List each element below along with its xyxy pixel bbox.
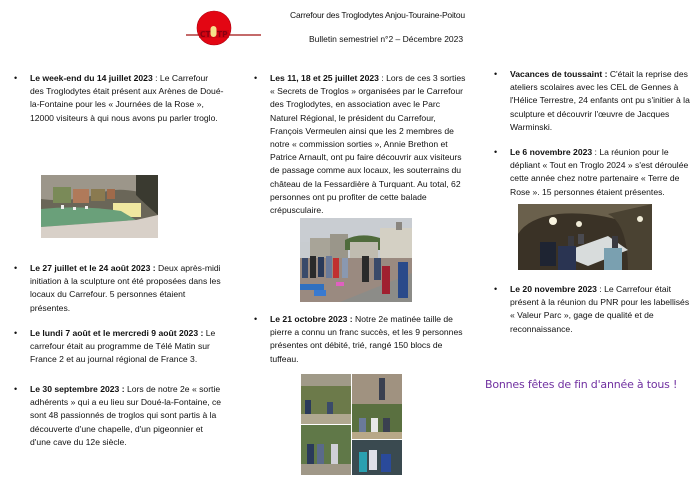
- newsletter-title: Carrefour des Troglodytes Anjou-Touraine-Poitou: [290, 10, 465, 20]
- column-3: [492, 68, 692, 199]
- news-item: [14, 72, 224, 125]
- bullet-icon: •: [14, 73, 18, 83]
- column-2: [252, 72, 470, 217]
- column-1-lower: [12, 262, 224, 366]
- bullet-icon: •: [14, 327, 18, 338]
- news-item: [254, 72, 470, 217]
- news-date: Les 11, 18 et 25 juillet 2023: [270, 73, 379, 83]
- news-text: Deux après-midi initiation à la sculpture ont été proposées dans les locaux du Carrefour. 5 personnes étaient présentes.: [30, 263, 221, 313]
- column-1-bottom: [12, 383, 224, 449]
- news-item: [254, 313, 470, 366]
- bullet-icon: •: [14, 384, 18, 394]
- news-date: Le 27 juillet et le 24 août 2023 :: [30, 263, 156, 273]
- svg-text:TP: TP: [217, 30, 228, 39]
- news-item: [494, 68, 692, 134]
- news-date: Le 20 novembre 2023: [510, 284, 597, 294]
- season-greeting: Bonnes fêtes de fin d'année à tous !: [485, 378, 678, 391]
- bullet-icon: •: [254, 314, 258, 324]
- news-date: Le lundi 7 août et le mercredi 9 août 2023 :: [30, 327, 204, 338]
- column-1: [12, 72, 224, 125]
- news-item: [494, 283, 692, 336]
- logo: [186, 10, 266, 46]
- news-text: Notre 2e matinée taille de pierre a connu un franc succès, et les 9 personnes présentes ont débité, trié, rangé 150 blocs de tuffeau.: [270, 314, 463, 364]
- news-item: [14, 383, 224, 449]
- news-text: Lors de notre 2e « sortie adhérents » qui a eu lieu sur Doué-la-Fontaine, ce sont 48 passionnés de troglos qui sont partis à la découverte d'une chapelle, d'un pigeonnier et d'une cave du 12e siècle.: [30, 384, 222, 447]
- news-date: Vacances de toussaint :: [510, 69, 608, 79]
- svg-text:CT: CT: [200, 30, 211, 39]
- news-date: Le 21 octobre 2023 :: [270, 314, 353, 324]
- photo-meeting-in-cave: [518, 204, 652, 270]
- news-text: : Le Carrefour était présent à la réunion du PNR pour les labellisés « Valeur Parc », gage de qualité et de reconnaissance.: [510, 284, 690, 334]
- column-3-lower: [492, 283, 692, 336]
- bullet-icon: •: [254, 73, 258, 83]
- news-text: : Le Carrefour des Troglodytes était présent aux Arènes de Doué-la-Fontaine pour les « Journées de la Rose », 12000 visiteurs à qui nous avons pu parler troglo.: [30, 73, 224, 123]
- photo-group-visit-chateau: [300, 218, 412, 302]
- bullet-icon: •: [494, 284, 498, 294]
- news-item: [14, 262, 224, 315]
- news-date: Le week-end du 14 juillet 2023: [30, 73, 153, 83]
- news-item: [494, 146, 692, 199]
- news-text: Le carrefour était au programme de Télé Matin sur France 2 et au journal régional de France 3.: [30, 327, 216, 365]
- news-date: Le 30 septembre 2023 :: [30, 384, 125, 394]
- news-item: [14, 327, 224, 367]
- news-text: : La réunion pour le dépliant « Tout en Troglo 2024 » s'est déroulée cette année chez notre partenaire « Terre de Rose ». 15 personnes étaient présentes.: [510, 147, 689, 197]
- column-2-lower: [252, 313, 470, 366]
- bullet-icon: •: [494, 69, 498, 79]
- photo-roses-cave-exhibition: [41, 175, 158, 238]
- newsletter-subtitle: Bulletin semestriel n°2 – Décembre 2023: [309, 34, 464, 44]
- bullet-icon: •: [494, 147, 498, 158]
- photo-stone-cutting-collage: [301, 374, 402, 475]
- news-text: : Lors de ces 3 sorties « Secrets de Troglos » organisées par le Carrefour des Troglodytes, en association avec le Parc Naturel Régional, le président du Carrefour, François Vermeulen ainsi que les 2 membres de notre « commission sorties », Annie Brethon et Patrice Arnault, ont pu faire découvrir aux visiteurs de passage comme aux locaux, les souterrains du château de la Fessardière à Turquant. Au total, 62 personnes ont pu profiter de cette balade crépusculaire.: [270, 73, 466, 216]
- bullet-icon: •: [14, 263, 18, 273]
- news-text: C'était la reprise des ateliers scolaires avec les CEL de Gennes à l'Hélice Terrestre, 24 enfants ont pu s'initier à la sculpture et découvrir l'œuvre de Jacques Warminski.: [510, 69, 690, 132]
- news-date: Le 6 novembre 2023: [510, 147, 593, 158]
